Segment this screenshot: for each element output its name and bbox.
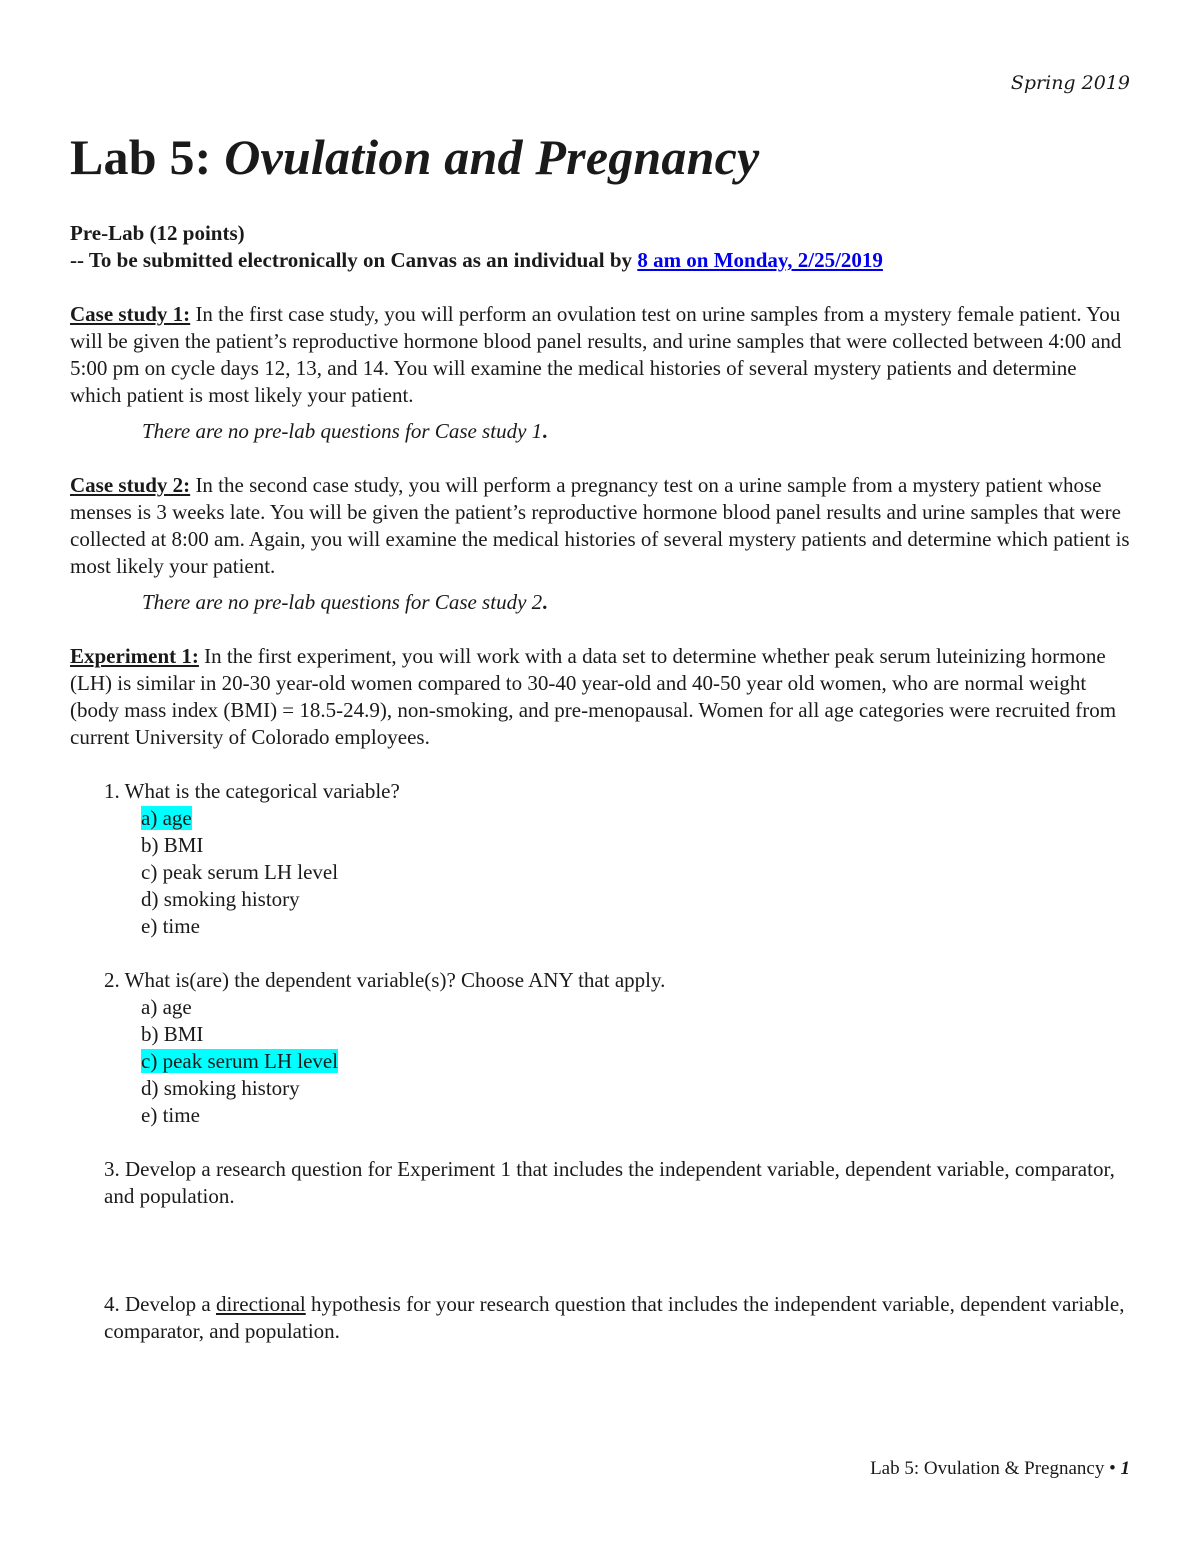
case-study-2 [70,472,1132,580]
main-content [70,220,1132,1345]
page-number: 1 [1120,1458,1130,1479]
experiment-1-label: Experiment 1: [70,644,199,668]
highlighted-answer: c) peak serum LH level [141,1049,339,1073]
title-prefix: Lab 5: [70,129,212,185]
question-1-option-c[interactable]: c) peak serum LH level [141,860,339,884]
question-2-option-c[interactable] [141,1048,1132,1075]
prelab-heading: Pre-Lab (12 points) [70,221,245,245]
question-2-option-d[interactable]: d) smoking history [141,1076,300,1100]
question-3 [104,1156,1132,1210]
case-study-2-note-end: . [542,590,548,614]
question-2-prompt: 2. What is(are) the dependent variable(s)? Choose ANY that apply. [104,968,666,992]
experiment-1 [70,643,1132,751]
question-3-prompt: 3. Develop a research question for Experiment 1 that includes the independent variable, dependent variable, comparator, and population. [104,1157,1115,1208]
submission-text: -- To be submitted electronically on Canvas as an individual by [70,248,633,272]
question-2-option-a[interactable]: a) age [141,995,192,1019]
case-study-1-note-end: . [542,419,548,443]
question-2-option-e[interactable]: e) time [141,1103,200,1127]
case-study-2-note-text: There are no pre-lab questions for Case study 2 [142,590,543,614]
case-study-1-note-text: There are no pre-lab questions for Case study 1 [142,419,543,443]
question-1-prompt: 1. What is the categorical variable? [104,779,400,803]
header-term: Spring 2019 [1010,72,1130,94]
question-1-option-b[interactable]: b) BMI [141,833,204,857]
case-study-1-label: Case study 1: [70,302,191,326]
question-4 [104,1291,1132,1345]
question-2-options [141,994,1132,1129]
submission-instructions [70,247,1132,274]
case-study-2-label: Case study 2: [70,473,191,497]
footer-text: Lab 5: Ovulation & Pregnancy • [870,1458,1116,1479]
case-study-1 [70,301,1132,409]
case-study-1-text: In the first case study, you will perform an ovulation test on urine samples from a mystery female patient. You will be given the patient’s reproductive hormone blood panel results, and urine samples that were collected between 4:00 and 5:00 pm on cycle days 12, 13, and 14. You will examine the medical histories of several mystery patients and determine which patient is most likely your patient. [70,302,1122,407]
question-1-option-a[interactable] [141,805,1132,832]
title-emphasis: Ovulation and Pregnancy [224,129,760,185]
question-4-prefix: 4. Develop a [104,1292,211,1316]
question-1-option-d[interactable]: d) smoking history [141,887,300,911]
question-2-option-b[interactable]: b) BMI [141,1022,204,1046]
question-1-options [141,805,1132,940]
page-title [70,128,759,186]
question-4-suffix: hypothesis for your research question that includes the independent variable, dependent variable, comparator, and population. [104,1292,1125,1343]
case-study-2-text: In the second case study, you will perform a pregnancy test on a urine sample from a mystery patient whose menses is 3 weeks late. You will be given the patient’s reproductive hormone blood panel results and urine samples that were collected at 8:00 am. Again, you will examine the medical histories of several mystery patients and determine which patient is most likely your patient. [70,473,1130,578]
question-4-underlined: directional [215,1292,306,1316]
page-footer [870,1458,1130,1480]
case-study-1-note [142,418,1132,445]
highlighted-answer: a) age [141,806,192,830]
question-2 [104,967,1132,1129]
case-study-2-note [142,589,1132,616]
experiment-1-text: In the first experiment, you will work with a data set to determine whether peak serum luteinizing hormone (LH) is similar in 20-30 year-old women compared to 30-40 year-old and 40-50 year old women, who are normal weight (body mass index (BMI) = 18.5-24.9), non-smoking, and pre-menopausal. Women for all age categories were recruited from current University of Colorado employees. [70,644,1117,749]
question-1-option-e[interactable]: e) time [141,914,200,938]
deadline-link[interactable]: 8 am on Monday, 2/25/2019 [637,248,883,272]
question-1 [104,778,1132,940]
